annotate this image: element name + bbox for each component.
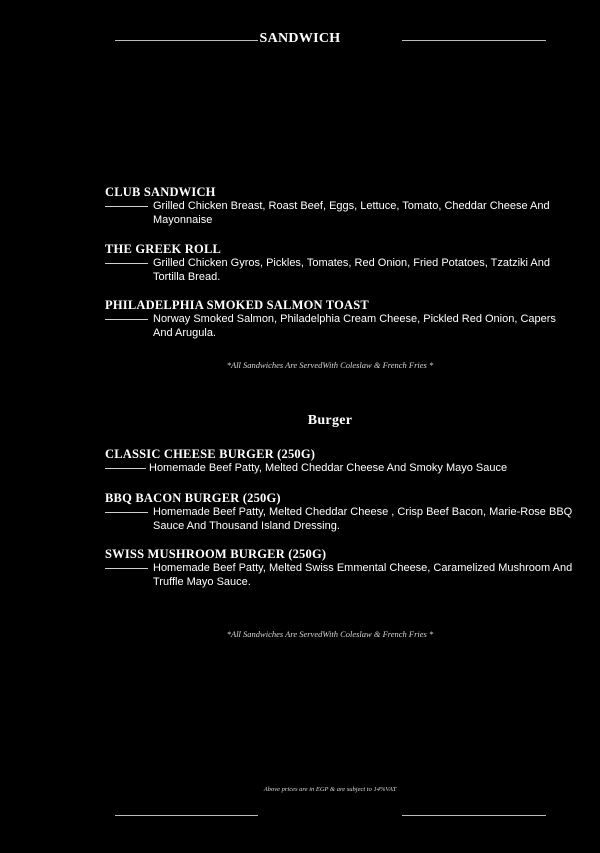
price-vat-note: Above prices are in EGP & are subject to 14%VAT <box>263 786 397 793</box>
item-description-row <box>105 562 575 589</box>
item-description: Homemade Beef Patty, Melted Swiss Emmental Cheese, Caramelized Mushroom And Truffle Mayo Sauce. <box>153 562 573 588</box>
menu-item-salmon-toast <box>105 298 575 340</box>
footer-rule-left <box>115 815 258 816</box>
item-name: THE GREEK ROLL <box>105 242 222 256</box>
item-description-row <box>105 257 575 284</box>
menu-item-classic-cheese-burger <box>105 447 575 476</box>
menu-item-greek-roll <box>105 242 575 284</box>
item-description-row <box>105 506 575 533</box>
description-leader-line <box>105 263 148 264</box>
description-leader-line <box>105 206 148 207</box>
menu-item-club-sandwich <box>105 185 575 227</box>
item-description: Homemade Beef Patty, Melted Cheddar Cheese And Smoky Mayo Sauce <box>149 462 508 474</box>
item-name: CLASSIC CHEESE BURGER (250G) <box>105 447 316 461</box>
description-leader-line <box>105 568 148 569</box>
item-description-row <box>105 313 575 340</box>
item-description: Grilled Chicken Breast, Roast Beef, Eggs, Lettuce, Tomato, Cheddar Cheese And Mayonnaise <box>153 200 550 226</box>
item-description: Norway Smoked Salmon, Philadelphia Cream Cheese, Pickled Red Onion, Capers And Arugula. <box>153 313 556 339</box>
item-name: SWISS MUSHROOM BURGER (250G) <box>105 547 327 561</box>
item-name: PHILADELPHIA SMOKED SALMON TOAST <box>105 298 369 312</box>
header-rule-right <box>402 40 546 41</box>
sandwich-section-title: SANDWICH <box>259 31 341 46</box>
item-description-row <box>105 200 575 227</box>
sandwich-serving-note: *All Sandwiches Are ServedWith Coleslaw & French Fries * <box>226 360 434 370</box>
menu-item-swiss-mushroom-burger <box>105 547 575 589</box>
item-description: Homemade Beef Patty, Melted Cheddar Cheese , Crisp Beef Bacon, Marie-Rose BBQ Sauce And Thousand Island Dressing. <box>153 506 573 532</box>
item-name: CLUB SANDWICH <box>105 185 216 199</box>
description-leader-line <box>105 319 148 320</box>
item-description-row <box>105 462 575 476</box>
burger-serving-note: *All Sandwiches Are ServedWith Coleslaw & French Fries * <box>226 629 434 639</box>
description-leader-line <box>105 468 146 469</box>
item-description: Grilled Chicken Gyros, Pickles, Tomates, Red Onion, Fried Potatoes, Tzatziki And Tortilla Bread. <box>153 257 550 283</box>
item-name: BBQ BACON BURGER (250G) <box>105 491 281 505</box>
footer-rule-right <box>402 815 546 816</box>
burger-section-title: Burger <box>307 413 353 428</box>
menu-item-bbq-bacon-burger <box>105 491 575 533</box>
description-leader-line <box>105 512 148 513</box>
